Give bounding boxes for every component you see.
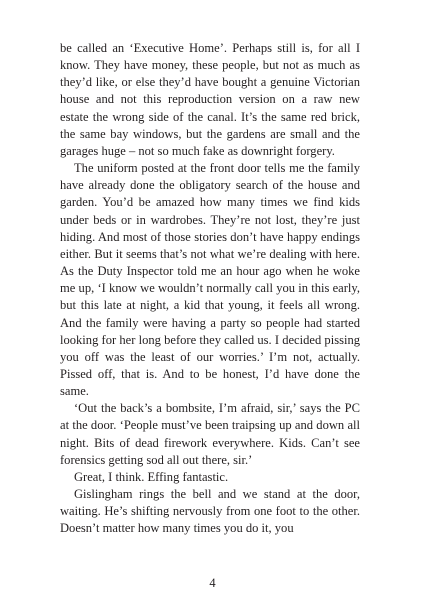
paragraph-4: Great, I think. Effing fantastic. bbox=[74, 469, 229, 484]
page-number: 4 bbox=[209, 576, 216, 590]
paragraph-5: Gislingham rings the bell and we stand at the door, waiting. He’s shifting nervously from one foot to the other. Doesn’t matter how many times you do it, you bbox=[60, 487, 360, 536]
paragraph-3: ‘Out the back’s a bombsite, I’m afraid, sir,’ says the PC at the door. ‘People must’ve been traipsing up and down all night. Bits of dead firework everywhere. Kids. Can’t see forensics getting sod all out there, sir.’ bbox=[60, 401, 360, 467]
body-text bbox=[60, 40, 360, 538]
paragraph-2: The uniform posted at the front door tells me the family have already done the obligatory search of the house and garden. You’d be amazed how many times we find kids under beds or in wardrobes. They’re not lost, they’re just hiding. And most of those stories don’t have happy endings either. But it seems that’s not what we’re dealing with here. As the Duty Inspector told me an hour ago when he woke me up, ‘I know we wouldn’t normally call you in this early, but this late at night, a kid that young, it feels all wrong. And the family were having a party so people had started looking for her long before they called us. I decided pissing you off was the least of our worries.’ I’m not, actually. Pissed off, that is. And to be honest, I’d have done the same. bbox=[60, 161, 360, 399]
paragraph-1: be called an ‘Executive Home’. Perhaps still is, for all I know. They have money, these people, but not as much as they’d like, or else they’d have bought a genuine Victorian house and not this reproduction version on a raw new estate the wrong side of the canal. It’s the same red brick, the same bay windows, but the gardens are small and the garages huge – not so much fake as downright forgery. bbox=[60, 41, 360, 158]
